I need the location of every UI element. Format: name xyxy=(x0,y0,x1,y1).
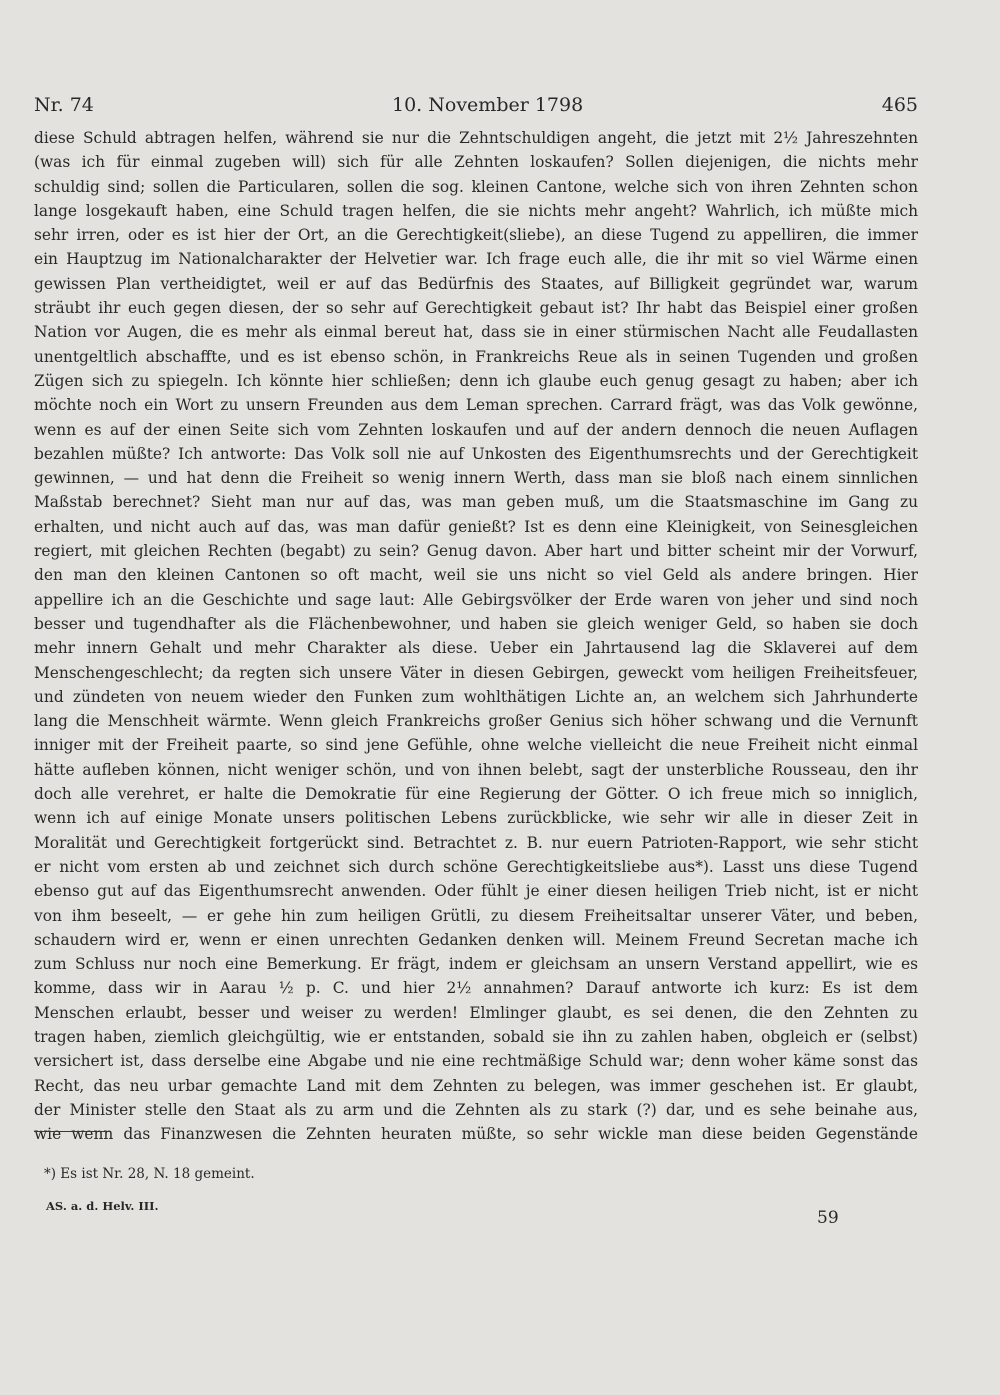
text-line: unentgeltlich abschaffte, und es ist ebenso schön, in Frankreichs Reue als in seinen Tugenden und großen xyxy=(34,347,918,366)
text-line: zum Schluss nur noch eine Bemerkung. Er frägt, indem er gleichsam an unsern Verstand appellirt, wie es xyxy=(34,955,918,974)
text-line: appellire ich an die Geschichte und sage laut: Alle Gebirgsvölker der Erde waren von jeher und sind noch xyxy=(34,590,918,609)
text-line: (was ich für einmal zugeben will) sich für alle Zehnten loskaufen? Sollen diejenigen, die nichts mehr xyxy=(34,153,918,172)
text-line: schaudern wird er, wenn er einen unrechten Gedanken denken will. Meinem Freund Secretan mache ich xyxy=(34,930,918,949)
text-line: schuldig sind; sollen die Particularen, sollen die sog. kleinen Cantone, welche sich von ihren Zehnten schon xyxy=(34,177,918,196)
document-number: Nr. 74 xyxy=(34,94,94,116)
text-line: inniger mit der Freiheit paarte, so sind jene Gefühle, ohne welche vielleicht die neue Freiheit nicht einmal xyxy=(34,736,918,755)
text-line: gewissen Plan vertheidigtet, weil er auf das Bedürfnis des Staates, auf Billigkeit gegründet war, warum xyxy=(34,274,918,293)
text-line: ebenso gut auf das Eigenthumsrecht anwenden. Oder fühlt je einer diesen heiligen Trieb nicht, ist er nicht xyxy=(34,882,918,901)
text-line: diese Schuld abtragen helfen, während sie nur die Zehntschuldigen angeht, die jetzt mit 2½ Jahreszehnten xyxy=(34,129,918,147)
text-line: von ihm beseelt, — er gehe hin zum heiligen Grütli, zu diesem Freiheitsaltar unserer Väter, und beben, xyxy=(34,906,918,925)
text-line: der Minister stelle den Staat als zu arm und die Zehnten als zu stark (?) dar, und es sehe beinahe aus, xyxy=(34,1100,918,1119)
text-line: erhalten, und nicht auch auf das, was man dafür genießt? Ist es denn eine Kleinigkeit, von Seinesgleichen xyxy=(34,517,918,536)
text-line: Menschen erlaubt, besser und weiser zu werden! Elmlinger glaubt, es sei denen, die den Zehnten zu xyxy=(34,1003,918,1022)
text-line: mehr innern Gehalt und mehr Charakter als diese. Ueber ein Jahrtausend lag die Sklaverei auf dem xyxy=(34,639,918,658)
text-line: regiert, mit gleichen Rechten (begabt) zu sein? Genug davon. Aber hart und bitter scheint mir der Vorwurf, xyxy=(34,542,918,561)
text-line: tragen haben, ziemlich gleichgültig, wie er entstanden, sobald sie ihn zu zahlen haben, obgleich er (selbst) xyxy=(34,1027,918,1046)
text-line: er nicht vom ersten ab und zeichnet sich durch schöne Gerechtigkeitsliebe aus*). Lasst uns diese Tugend xyxy=(34,857,918,876)
printer-signature: AS. a. d. Helv. III. xyxy=(46,1199,159,1213)
text-line: versichert ist, dass derselbe eine Abgabe und nie eine rechtmäßige Schuld war; denn woher käme sonst das xyxy=(34,1052,918,1071)
page-number: 465 xyxy=(881,94,918,116)
text-line: sehr irren, oder es ist hier der Ort, an die Gerechtigkeit(sliebe), an diese Tugend zu appelliren, die immer xyxy=(34,226,918,245)
text-line: ein Hauptzug im Nationalcharakter der Helvetier war. Ich frage euch alle, die ihr mit so viel Wärme einen xyxy=(34,250,918,269)
text-line: lang die Menschheit wärmte. Wenn gleich Frankreichs großer Genius sich höher schwang und die Vernunft xyxy=(34,712,918,731)
text-line: sträubt ihr euch gegen diesen, der so sehr auf Gerechtigkeit gebaut ist? Ihr habt das Beispiel einer großen xyxy=(34,299,918,318)
footnote-rule xyxy=(34,1131,110,1132)
text-line: hätte aufleben können, nicht weniger schön, und von ihnen belebt, sagt der unsterbliche Rousseau, den ihr xyxy=(34,760,918,779)
text-line: komme, dass wir in Aarau ½ p. C. und hier 2½ annahmen? Darauf antworte ich kurz: Es ist dem xyxy=(34,979,918,998)
text-line: lange losgekauft haben, eine Schuld tragen helfen, die sie nichts mehr angeht? Wahrlich, ich müßte mich xyxy=(34,201,918,220)
text-line: gewinnen, — und hat denn die Freiheit so wenig innern Werth, dass man sie bloß nach einem sinnlichen xyxy=(34,469,918,488)
text-line: Recht, das neu urbar gemachte Land mit dem Zehnten zu belegen, was immer geschehen ist. Er glaubt, xyxy=(34,1076,918,1095)
text-line: Menschengeschlecht; da regten sich unsere Väter in diesen Gebirgen, geweckt vom heiligen Freiheitsfeuer, xyxy=(34,663,918,682)
text-line: wenn ich auf einige Monate unsers politischen Lebens zurückblicke, wie sehr wir alle in dieser Zeit in xyxy=(34,809,918,828)
text-line: möchte noch ein Wort zu unsern Freunden aus dem Leman sprechen. Carrard frägt, was das Volk gewönne, xyxy=(34,396,918,415)
text-line: besser und tugendhafter als die Flächenbewohner, und haben sie gleich weniger Geld, so haben sie doch xyxy=(34,614,918,633)
header-date: 10. November 1798 xyxy=(392,94,584,116)
text-line: Moralität und Gerechtigkeit fortgerückt sind. Betrachtet z. B. nur euern Patrioten-Rapport, wie sehr sticht xyxy=(34,833,918,852)
body-text xyxy=(34,126,918,1146)
sheet-number: 59 xyxy=(817,1208,839,1228)
text-line: Zügen sich zu spiegeln. Ich könnte hier schließen; denn ich glaube euch genug gesagt zu haben; aber ich xyxy=(34,371,918,390)
footnote: *) Es ist Nr. 28, N. 18 gemeint. xyxy=(44,1166,255,1182)
running-header xyxy=(34,94,918,120)
text-line: Nation vor Augen, die es mehr als einmal bereut hat, dass sie in einer stürmischen Nacht alle Feudallasten xyxy=(34,323,918,342)
text-line: Maßstab berechnet? Sieht man nur auf das, was man geben muß, um die Staatsmaschine im Gang zu xyxy=(34,493,918,512)
text-line: und zündeten von neuem wieder den Funken zum wohlthätigen Lichte an, an welchem sich Jahrhunderte xyxy=(34,687,918,706)
text-line: bezahlen müßte? Ich antworte: Das Volk soll nie auf Unkosten des Eigenthumsrechts und der Gerechtigkeit xyxy=(34,444,918,463)
text-line: wenn es auf der einen Seite sich vom Zehnten loskaufen und auf der andern dennoch die neuen Auflagen xyxy=(34,420,918,439)
text-line: doch alle verehret, er halte die Demokratie für eine Regierung der Götter. O ich freue mich so inniglich, xyxy=(34,785,918,804)
text-line: wie wenn das Finanzwesen die Zehnten heuraten müßte, so sehr wickle man diese beiden Gegenstände xyxy=(34,1125,918,1144)
text-line: den man den kleinen Cantonen so oft macht, weil sie uns nicht so viel Geld als andere bringen. Hier xyxy=(34,566,918,585)
